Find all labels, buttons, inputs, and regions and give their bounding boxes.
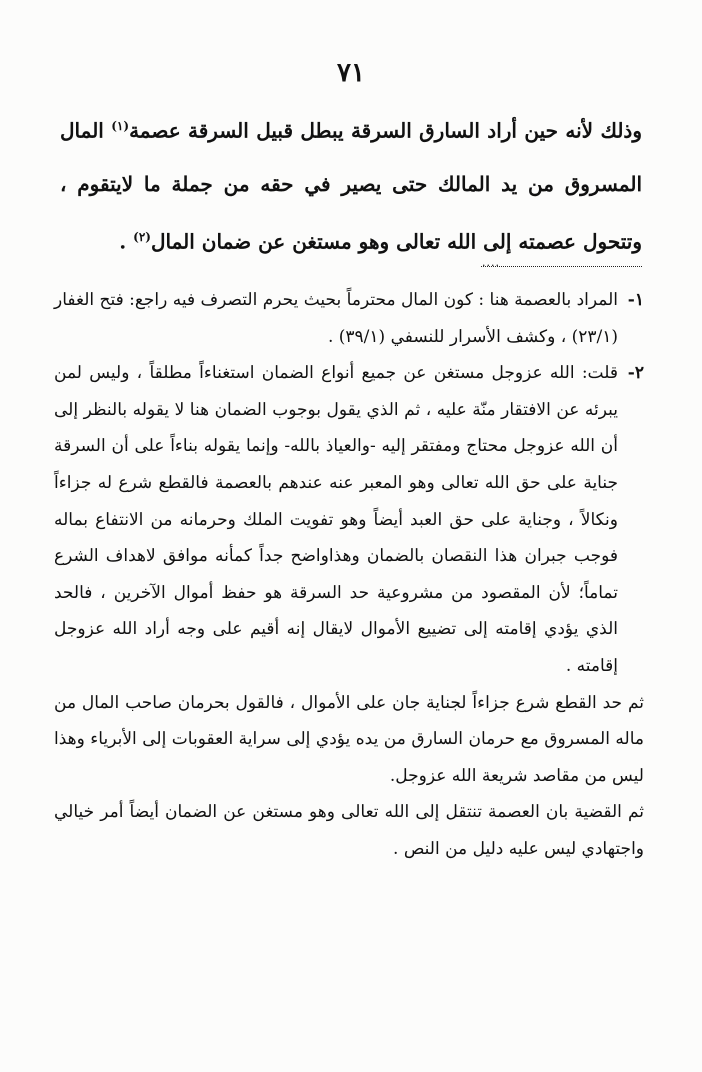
- separator-dots: ....: [482, 256, 500, 269]
- main-text-part-3: .: [119, 229, 134, 254]
- footnote-marker-2: (٢): [133, 229, 151, 244]
- footnote-2-paragraph-1: قلت: الله عزوجل مستغن عن جميع أنواع الضمان استغناءاً مطلقاً ، وليس لمن يبرئه عن الافتقار منّة عليه ، ثم الذي يقول بوجوب الضمان هنا لا يقوله بالنظر إلى أن الله عزوجل محتاج ومفتقر إليه -والعياذ بالله- وإنما يقوله بناءاً على أن السرقة جناية على حق الله تعالى وهو المعبر عنه عندهم بالعصمة فالقطع شرع له جزاءاً ونكالاً ، وجناية على حق العبد أيضاً وهو تفويت الملك وحرمانه من الانتفاع بماله فوجب جبران هذا النقصان بالضمان وهذاواضح جداً كمأنه موافق لاهداف الشرع تماماً؛ لأن المقصود من مشروعية حد السرقة هو حفظ أموال الآخرين ، فالحد الذي يؤدي إقامته إلى تضييع الأموال لايقال إنه أقيم على وجه أراد الله عزوجل إقامته .: [54, 363, 618, 676]
- main-text-part-1: وذلك لأنه حين أراد السارق السرقة يبطل قبيل السرقة عصمة: [129, 118, 642, 143]
- footnote-1: [54, 282, 644, 355]
- page-number: ٧١: [337, 58, 365, 88]
- main-text-part-2: المال المسروق من يد المالك حتى يصير في حقه من جملة ما لايتقوم ، وتتحول عصمته إلى الله تعالى وهو مستغن عن ضمان المال: [60, 118, 642, 254]
- footnote-2-paragraph-2: ثم حد القطع شرع جزاءاً لجناية جان على الأموال ، فالقول بحرمان صاحب المال من ماله المسروق مع حرمان السارق من يده يؤدي إلى سراية العقوبات إلى الأبرياء وهذا ليس من مقاصد شريعة الله عزوجل.: [54, 692, 644, 786]
- main-paragraph: [60, 100, 642, 268]
- footnote-2-number: ٢-: [627, 363, 644, 384]
- footnote-separator: [481, 266, 642, 267]
- footnote-marker-1: (١): [111, 119, 130, 133]
- footnote-1-text: المراد بالعصمة هنا : كون المال محترماً بحيث يحرم التصرف فيه راجع: فتح الغفار (٢٣/١) ، وكشف الأسرار للنسفي (٣٩/١) .: [54, 290, 618, 347]
- footnote-1-number: ١-: [627, 290, 644, 310]
- footnote-2: [54, 355, 644, 684]
- footnote-2-paragraph-3: ثم القضية بان العصمة تنتقل إلى الله تعالى وهو مستغن عن الضمان أيضاً أمر خيالي واجتهادي ليس عليه دليل من النص .: [54, 802, 644, 859]
- footnotes-section: [54, 282, 644, 868]
